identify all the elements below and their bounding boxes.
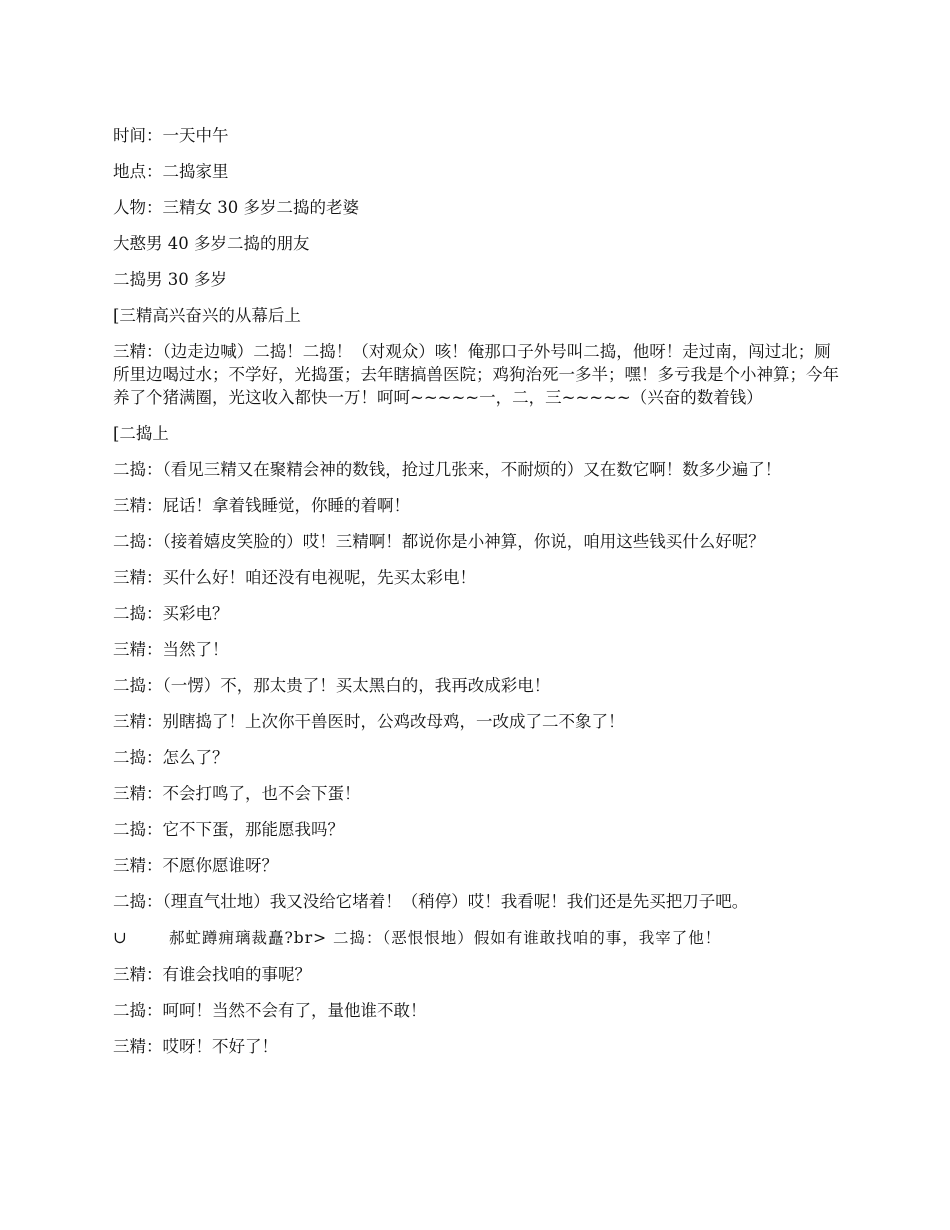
dialogue-line: 二捣：（一愣）不，那太贵了！买太黑白的，我再改成彩电！ [113,676,551,695]
dialogue-line: 二捣：它不下蛋，那能愿我吗？ [113,820,344,839]
cast-dahan: 大憨男 40 多岁二捣的朋友 [113,234,310,253]
dialogue-line: 二捣：怎么了？ [113,748,229,767]
dialogue-line: 二捣：呵呵！当然不会有了，量他谁不敢！ [113,1001,427,1020]
dialogue-line: 二捣：（接着嬉皮笑脸的）哎！三精啊！都说你是小神算，你说，咱用这些钱买什么好呢？ [113,532,765,551]
script-page [113,124,843,1071]
cast-erdao: 二捣男 30 多岁 [113,270,227,289]
dialogue-line: 三精：不会打鸣了，也不会下蛋！ [113,784,361,803]
dialogue-line: 三精：屁话！拿着钱睡觉，你睡的着啊！ [113,496,410,515]
garbled-mark: ∪ [113,928,127,947]
dialogue-line: 三精：当然了！ [113,640,229,659]
dialogue-line: 三精：不愿你愿谁呀？ [113,856,278,875]
dialogue-line: 三精：哎呀！不好了！ [113,1037,278,1056]
garbled-dialogue-line [113,926,843,950]
dialogue-line: 三精：（边走边喊）二捣！二捣！（对观众）咳！俺那口子外号叫二捣，他呀！走过南，闯过北；厕所里边喝过水；不学好，光捣蛋；去年瞎搞兽医院；鸡狗治死一多半；嘿！多亏我是个小神算；今年养了个猪满圈，光这收入都快一万！呵呵~~~~~一，二，三~~~~~（兴奋的数着钱） [113,342,839,407]
stage-direction: [二捣上 [113,424,169,443]
stage-direction: [三精高兴奋兴的从幕后上 [113,306,301,325]
dialogue-line: 二捣：（看见三精又在聚精会神的数钱，抢过几张来，不耐烦的）又在数它啊！数多少遍了！ [113,460,782,479]
dialogue-line: 二捣：买彩电？ [113,604,229,623]
dialogue-line: 二捣：（理直气壮地）我又没给它堵着！（稍停）哎！我看呢！我们还是先买把刀子吧。 [113,892,749,911]
cast-sanjing: 人物：三精女 30 多岁二捣的老婆 [113,198,359,217]
scene-location: 地点：二捣家里 [113,162,229,181]
dialogue-line: 三精：买什么好！咱还没有电视呢，先买太彩电！ [113,568,476,587]
dialogue-line: 三精：有谁会找咱的事呢？ [113,965,311,984]
scene-time: 时间：一天中午 [113,126,229,145]
dialogue-line: 三精：别瞎捣了！上次你干兽医时，公鸡改母鸡，一改成了二不象了！ [113,712,625,731]
garbled-text: 郝虻蹲痈璃裁矗?br> 二捣：（恶恨恨地）假如有谁敢找咱的事，我宰了他！ [169,929,722,947]
